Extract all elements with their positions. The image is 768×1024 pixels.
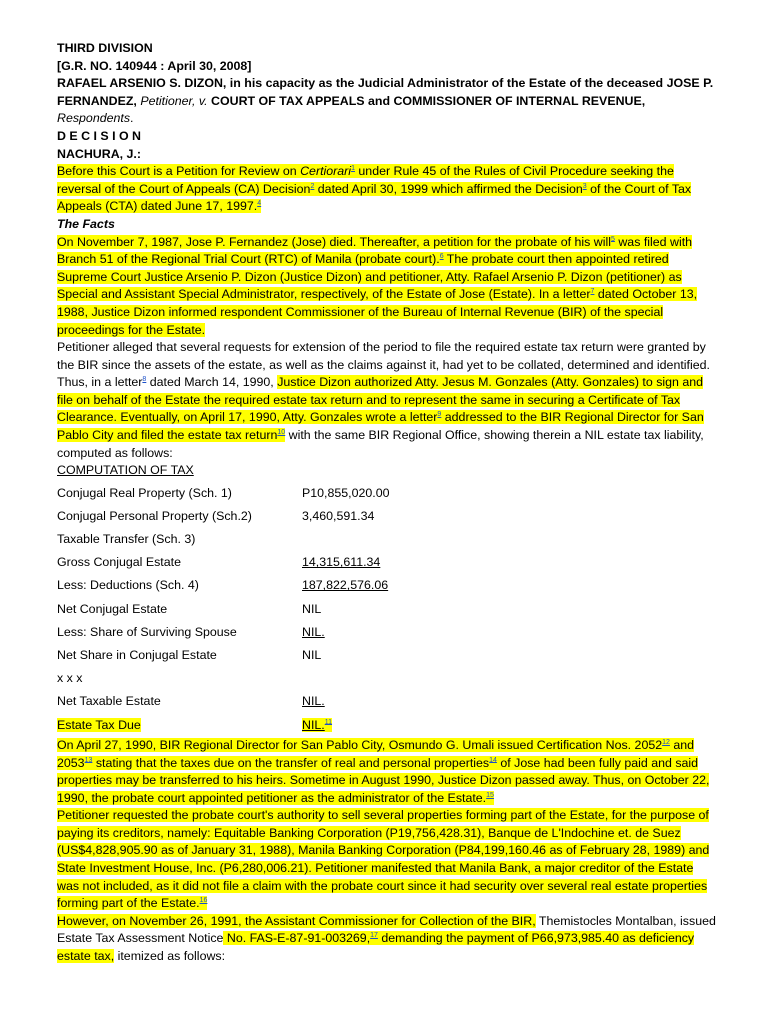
footnote-link[interactable]: 5: [611, 235, 615, 243]
table-row: Less: Share of Surviving Spouse NIL.: [57, 624, 325, 639]
decision-heading: D E C I S I O N: [57, 128, 141, 143]
footnote-link[interactable]: 10: [277, 428, 286, 436]
paragraph-creditors: Petitioner requested the probate court's authority to sell several properties forming part of the Estate, for the purpose of paying its creditors, namely: Equitable Banking Corporation (P19,756,428.31), Banque de L'Indochine et. de Suez (US$4,828,905.90 as of January 31, 1988), Manila Banking Corporation (P84,199,160.46 as of February 28, 1989) and State Investment House, Inc. (P6,280,006.21). Petitioner manifested that Manila Bank, a major creditor of the Estate was not included, as it did not file a claim with the probate court since it had security over several real estate properties forming part of the Estate.$^{16}$: [57, 808, 710, 911]
table-row: Conjugal Real Property (Sch. 1) P10,855,020.00: [57, 485, 390, 500]
paragraph-intro: Before this Court is a Petition for Review on Certiorari$^1$ under Rule 45 of the Rules of Civil Procedure seeking the reversal of the Court of Appeals (CA) Decision$^2$ dated April 30, 1999 which affirmed the Decision$^3$ of the Court of Tax Appeals (CTA) dated June 17, 1997.$^4$: [57, 164, 692, 214]
footnote-link[interactable]: 6: [439, 253, 444, 260]
table-row: Net Taxable Estate NIL.: [57, 694, 325, 709]
paragraph-assessment: However, on November 26, 1991, the Assistant Commissioner for Collection of the BIR, Themistocles Montalban, issued Estate Tax Assessment Notice No. FAS-E-87-91-003269,17 demanding the payment of P66,973,985.40 as deficiency estate tax, itemized as follows:: [57, 913, 716, 964]
footnote-link[interactable]: 1: [351, 165, 355, 173]
footnote-link[interactable]: 12: [662, 738, 670, 746]
table-row-tax-due: Estate Tax Due NIL.$^{11}$: [57, 717, 333, 732]
case-parties: RAFAEL ARSENIO S. DIZON, in his capacity as the Judicial Administrator of the Estate of the deceased JOSE P. FERNANDEZ, Petitioner, v. COURT OF TAX APPEALS and COMMISSIONER OF INTERNAL REVENUE, Respondents.: [57, 76, 714, 126]
ellipsis-marker: x x x: [57, 671, 83, 686]
paragraph-facts-1: On November 7, 1987, Jose P. Fernandez (Jose) died. Thereafter, a petition for the probate of his will$^5$ was filed with Branch 51 of the Regional Trial Court (RTC) of Manila (probate court).$^6$ The probate court then appointed retired Supreme Court Justice Arsenio P. Dizon (Justice Dizon) and petitioner, Atty. Rafael Arsenio P. Dizon (petitioner) as Special and Assistant Special Administrator, respectively, of the Estate of Jose (Estate). In a letter$^7$ dated October 13, 1988, Justice Dizon informed respondent Commissioner of the Bureau of Internal Revenue (BIR) of the special proceedings for the Estate.: [57, 234, 698, 337]
case-number: [G.R. NO. 140944 : April 30, 2008]: [57, 58, 252, 73]
paragraph-certifications: On April 27, 1990, BIR Regional Director for San Pablo City, Osmundo G. Umali issued Certification Nos. 2052$^{12}$ and 2053$^{13}$ stating that the taxes due on the transfer of real and personal properties$^{14}$ of Jose had been fully paid and said properties may be transferred to his heirs. Sometime in August 1990, Justice Dizon passed away. Thus, on October 22, 1990, the probate court appointed petitioner as the administrator of the Estate.$^{15}$: [57, 737, 710, 805]
footnote-link[interactable]: 4: [257, 200, 262, 208]
footnote-link[interactable]: 13: [84, 756, 93, 764]
paragraph-facts-2: Petitioner alleged that several requests for extension of the period to file the required estate tax return were granted by the BIR since the assets of the estate, as well as the claims against it, had yet to be collated, determined and identified. Thus, in a letter$^8$ dated March 14, 1990, Justice Dizon authorized Atty. Jesus M. Gonzales (Atty. Gonzales) to sign and file on behalf of the Estate the required estate tax return and to represent the same in securing a Certificate of Tax Clearance. Eventually, on April 17, 1990, Atty. Gonzales wrote a letter$^9$ addressed to the BIR Regional Director for San Pablo City and filed the estate tax return$^{10}$ with the same BIR Regional Office, showing therein a NIL estate tax liability, computed as follows:: [57, 340, 710, 460]
footnote-link[interactable]: 16: [199, 897, 208, 905]
decision-document: [57, 40, 717, 966]
footnote-link[interactable]: 14: [489, 756, 497, 764]
computation-title: COMPUTATION OF TAX: [57, 463, 194, 478]
footnote-link[interactable]: 11: [324, 718, 333, 726]
footnote-link[interactable]: 3: [582, 182, 587, 190]
table-row: Gross Conjugal Estate 14,315,611.34: [57, 555, 381, 570]
footnote-link[interactable]: 17: [370, 932, 378, 940]
ponente: NACHURA, J.:: [57, 146, 141, 161]
division-heading: THIRD DIVISION: [57, 41, 153, 55]
computation-of-tax-table: [57, 462, 717, 737]
footnote-link[interactable]: 15: [486, 791, 494, 799]
footnote-link[interactable]: 2: [310, 182, 315, 190]
table-row: Taxable Transfer (Sch. 3): [57, 532, 196, 547]
table-row: Net Conjugal Estate NIL: [57, 601, 322, 616]
table-row: Less: Deductions (Sch. 4) 187,822,576.06: [57, 578, 389, 593]
section-heading-facts: The Facts: [57, 216, 115, 231]
footnote-link[interactable]: 7: [590, 288, 595, 296]
footnote-link[interactable]: 9: [437, 411, 442, 419]
table-row: Conjugal Personal Property (Sch.2) 3,460,591.34: [57, 508, 375, 523]
table-row: Net Share in Conjugal Estate NIL: [57, 647, 322, 662]
footnote-link[interactable]: 8: [142, 376, 147, 384]
